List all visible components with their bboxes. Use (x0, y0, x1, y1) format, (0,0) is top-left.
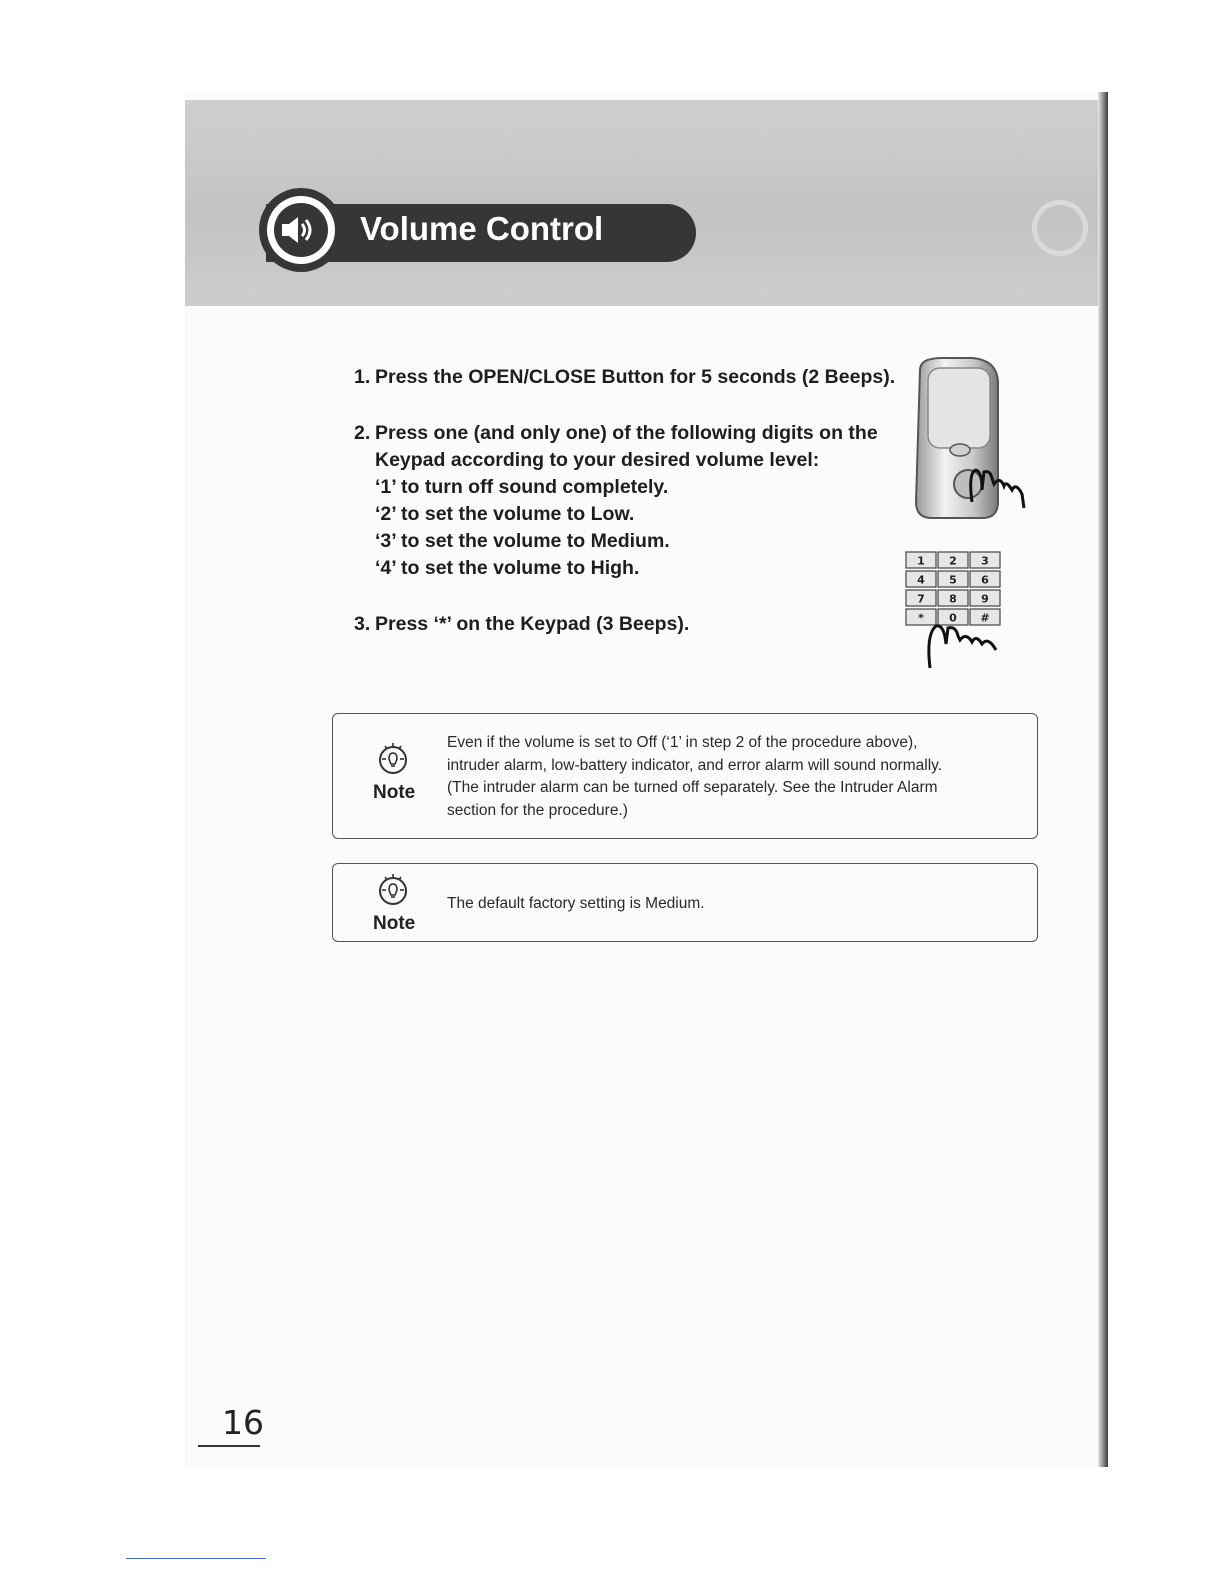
step-2-line: Keypad according to your desired volume level: (375, 449, 820, 471)
note-text: Even if the volume is set to Off (‘1’ in step 2 of the procedure above), intruder alarm, low-battery indicator, and error alarm will sound normally. (The intruder alarm can be turned off separately. See the Intruder Alarm section for the procedure.) (447, 734, 943, 819)
keypad-key-label: 3 (981, 554, 989, 568)
note-box-volume-off (332, 713, 1038, 839)
bottom-rule (126, 1558, 266, 1559)
step-3: 3. Press ‘*’ on the Keypad (3 Beeps). (354, 613, 690, 635)
keypad-key-label: * (918, 611, 924, 625)
step-2-line: ‘1’ to turn off sound completely. (375, 476, 669, 498)
speaker-icon (259, 188, 343, 272)
keypad-illustration (900, 548, 1015, 673)
lock-button-illustration (902, 352, 1052, 532)
ghost-header-circle (1032, 200, 1088, 256)
page-title: Volume Control (360, 210, 604, 247)
keypad-key-label: 0 (949, 611, 957, 625)
step-2-line: ‘2’ to set the volume to Low. (375, 503, 635, 525)
page-number-rule (198, 1445, 260, 1447)
note-label: Note (373, 782, 416, 803)
page-number: 16 (222, 1403, 264, 1442)
keypad-key-label: 1 (917, 554, 925, 568)
step-1: 1. Press the OPEN/CLOSE Button for 5 seconds (2 Beeps). (354, 366, 896, 388)
keypad-key-label: 9 (981, 592, 989, 606)
keypad-key-label: 8 (949, 592, 957, 606)
step-2-line: ‘3’ to set the volume to Medium. (375, 530, 670, 552)
note-icon-group (373, 741, 416, 804)
step-2-line: ‘4’ to set the volume to High. (375, 557, 640, 579)
keypad-key-label: 7 (917, 592, 925, 606)
keypad-key-label: 6 (981, 573, 989, 587)
keypad-key-label: 2 (949, 554, 957, 568)
note-box-default-setting (332, 863, 1038, 942)
lightbulb-icon (378, 872, 408, 906)
note-text: The default factory setting is Medium. (447, 895, 705, 912)
keypad-key-label: 5 (949, 573, 957, 587)
lightbulb-icon (378, 741, 408, 775)
note-label: Note (373, 913, 416, 934)
note-icon-group (373, 872, 416, 935)
step-2-line: Press one (and only one) of the following digits on the (375, 422, 878, 444)
step-1-text: Press the OPEN/CLOSE Button for 5 seconds (2 Beeps). (375, 366, 896, 388)
step-2: 2. Press one (and only one) of the following digits on the Keypad according to your desired volume level: ‘1’ to turn off sound completely. ‘2’ to set the volume to Low. ‘3’ to set the volume to Medium. ‘4’ to set the volume to High. (354, 420, 878, 582)
keypad-key-label: 4 (917, 573, 925, 587)
step-3-text: Press ‘*’ on the Keypad (3 Beeps). (375, 613, 690, 635)
page-edge-shadow (1098, 92, 1108, 1467)
keypad-key-label: # (980, 611, 990, 625)
